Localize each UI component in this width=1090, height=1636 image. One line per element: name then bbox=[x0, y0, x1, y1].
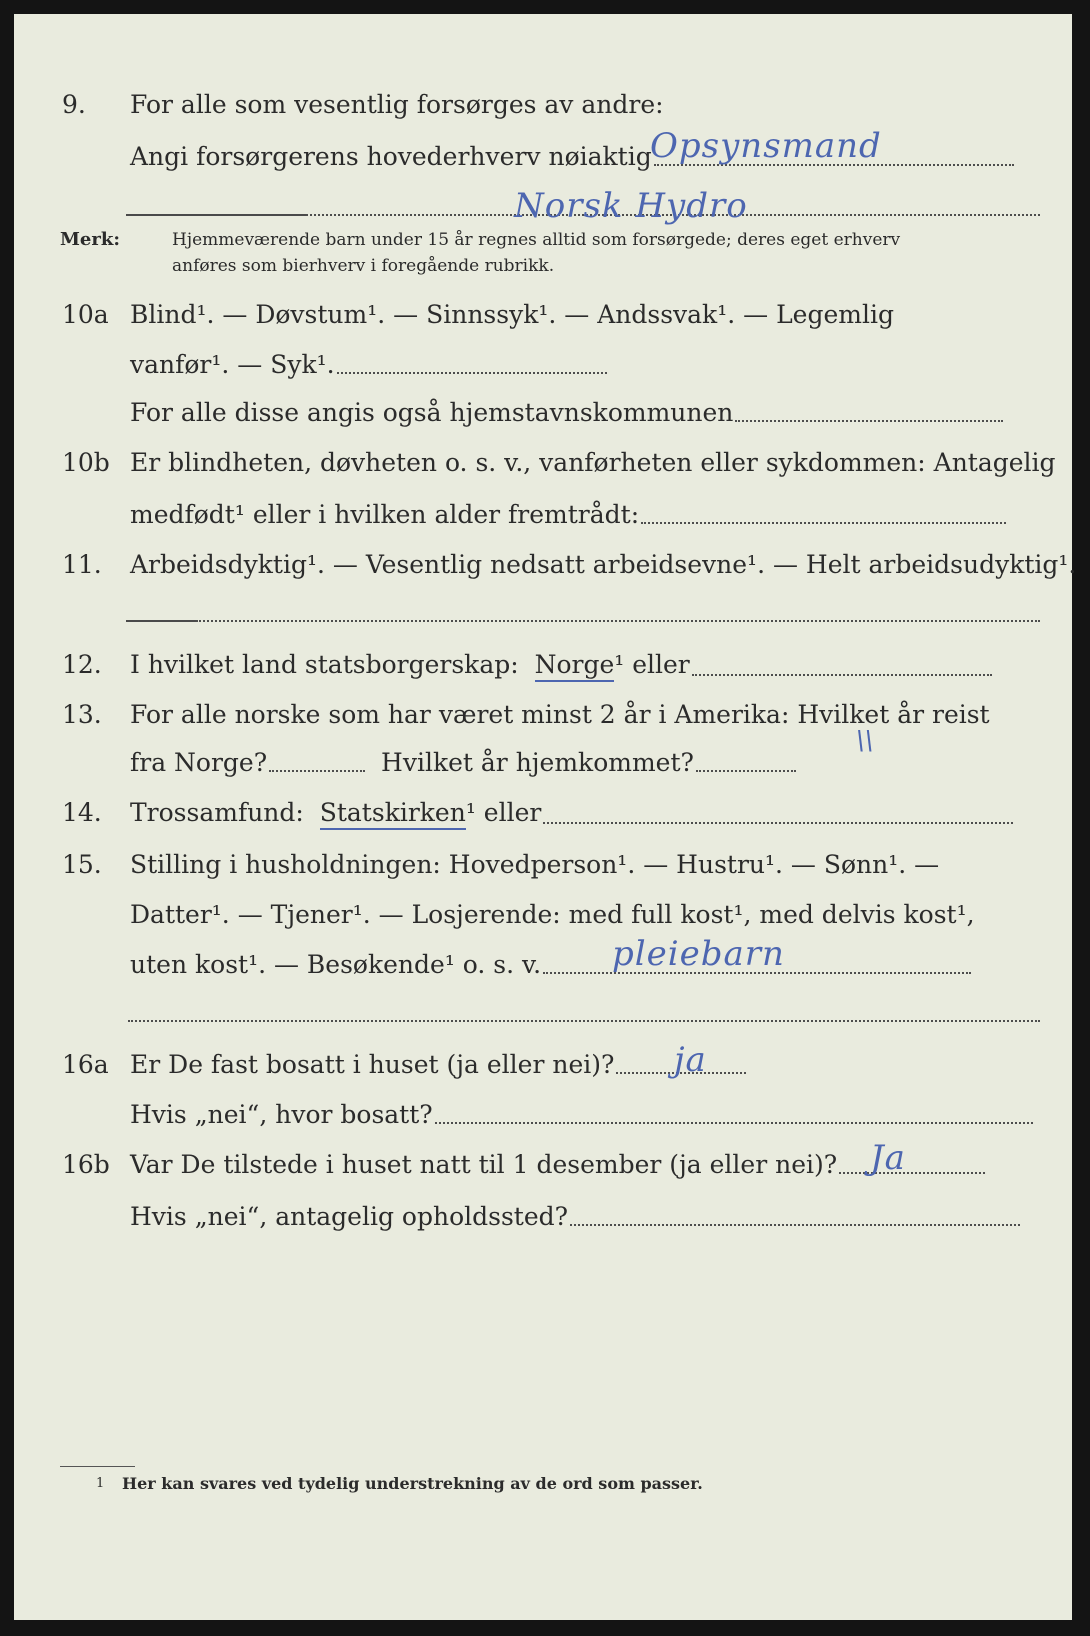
q12-suffix: ¹ eller bbox=[614, 650, 690, 679]
q16a-answer: ja bbox=[674, 1040, 707, 1080]
q9-answer-occupation: Opsynsmand bbox=[650, 126, 882, 166]
q16b-number: 16b bbox=[62, 1150, 110, 1179]
merk-text-line1: Hjemmeværende barn under 15 år regnes alltid som forsørgede; deres eget erhverv bbox=[172, 230, 901, 250]
q10b-age-field[interactable] bbox=[641, 502, 1006, 524]
q12-country-field[interactable] bbox=[692, 654, 992, 676]
q14-faith-field[interactable] bbox=[543, 802, 1013, 824]
merk-label: Merk: bbox=[60, 229, 120, 250]
q9-number: 9. bbox=[62, 90, 86, 119]
merk-text-line2: anføres som bierhverv i foregående rubrikk. bbox=[172, 256, 555, 276]
q13-return-label: Hvilket år hjemkommet? bbox=[381, 748, 694, 777]
q11-answer-field[interactable] bbox=[196, 620, 1040, 622]
q16b-followup-label: Hvis „nei“, antagelig opholdssted? bbox=[130, 1202, 569, 1231]
q16a-residence-field[interactable] bbox=[435, 1102, 1033, 1124]
q9-answer-employer: Norsk Hydro bbox=[514, 186, 748, 226]
q12-marked-option: Norge bbox=[535, 650, 615, 682]
q16b-present-field[interactable] bbox=[839, 1152, 985, 1174]
q10a-home-municipality-field[interactable] bbox=[735, 400, 1003, 422]
q10a-sick-field[interactable] bbox=[337, 352, 607, 374]
q13-departure-field[interactable] bbox=[269, 750, 365, 772]
q10a-options: Blind¹. — Døvstum¹. — Sinnssyk¹. — Andssvak¹. — Legemlig bbox=[130, 300, 894, 329]
q9-rule-left bbox=[126, 214, 306, 216]
q14-number: 14. bbox=[62, 798, 102, 827]
q12-number: 12. bbox=[62, 650, 102, 679]
q16a-question: Er De fast bosatt i huset (ja eller nei)? bbox=[130, 1050, 615, 1079]
q14-marked-option: Statskirken bbox=[320, 798, 466, 830]
q13-number: 13. bbox=[62, 700, 102, 729]
q10b-question-cont: medfødt¹ eller i hvilken alder fremtrådt: bbox=[130, 500, 640, 529]
q16a-followup-label: Hvis „nei“, hvor bosatt? bbox=[130, 1100, 433, 1129]
footnote-rule bbox=[60, 1466, 135, 1467]
q15-answer-position: pleiebarn bbox=[612, 934, 785, 974]
footnote-number: 1 bbox=[96, 1476, 105, 1491]
q13-departure-label: fra Norge? bbox=[130, 748, 268, 777]
q10a-options-cont: vanfør¹. — Syk¹. bbox=[130, 350, 335, 379]
q13-ditto-mark: \\ bbox=[856, 726, 874, 756]
q16b-question: Var De tilstede i huset natt til 1 desember (ja eller nei)? bbox=[130, 1150, 838, 1179]
q13-return-field[interactable] bbox=[696, 750, 796, 772]
q9-occupation-label: Angi forsørgerens hovederhverv nøiaktig bbox=[130, 142, 1014, 172]
q9-question: For alle som vesentlig forsørges av andre: bbox=[130, 90, 664, 119]
q10b-number: 10b bbox=[62, 448, 110, 477]
q16b-stay-field[interactable] bbox=[570, 1204, 1020, 1226]
q16b-answer: Ja bbox=[870, 1138, 906, 1178]
q11-options: Arbeidsdyktig¹. — Vesentlig nedsatt arbeidsevne¹. — Helt arbeidsudyktig¹. bbox=[130, 550, 1077, 579]
q11-number: 11. bbox=[62, 550, 102, 579]
q12-question: I hvilket land statsborgerskap: bbox=[130, 650, 519, 679]
footnote-text: Her kan svares ved tydelig understrekning av de ord som passer. bbox=[122, 1474, 703, 1493]
q15-options-line3: uten kost¹. — Besøkende¹ o. s. v. bbox=[130, 950, 542, 979]
q14-question: Trossamfund: bbox=[130, 798, 304, 827]
q16a-number: 16a bbox=[62, 1050, 109, 1079]
q15-options-line2: Datter¹. — Tjener¹. — Losjerende: med full kost¹, med delvis kost¹, bbox=[130, 900, 975, 929]
q15-number: 15. bbox=[62, 850, 102, 879]
q13-question: For alle norske som har været minst 2 år i Amerika: Hvilket år reist bbox=[130, 700, 990, 729]
q14-suffix: ¹ eller bbox=[465, 798, 542, 827]
census-form-page bbox=[14, 14, 1077, 1620]
q15-options-line1: Stilling i husholdningen: Hovedperson¹. — Hustru¹. — Sønn¹. — bbox=[130, 850, 940, 879]
q15-extra-field[interactable] bbox=[128, 1020, 1040, 1022]
q10a-home-municipality-label: For alle disse angis også hjemstavnskommunen bbox=[130, 398, 734, 427]
q10a-number: 10a bbox=[62, 300, 109, 329]
q10b-question: Er blindheten, døvheten o. s. v., vanførheten eller sykdommen: Antagelig bbox=[130, 448, 1056, 477]
q11-rule-left bbox=[126, 620, 196, 622]
